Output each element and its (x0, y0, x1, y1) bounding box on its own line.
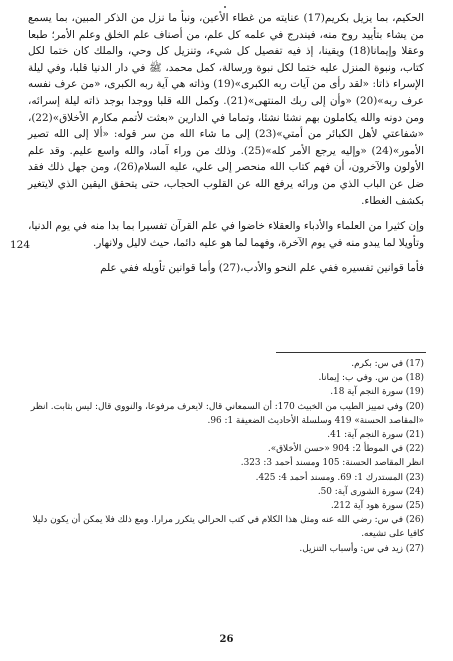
paragraph-2: وإن كثيرا من العلماء والأدباء والعقلاء خاضوا في علم القرآن تفسيرا بما بدا منه في يوم الدنيا، وتأويلا لما يبدو منه في يوم الآخرة، وفهما لما هو عليه دائما، حيث لاليل ولانهار. (28, 220, 424, 249)
paragraph-3: فأما قوانين تفسيره ففي علم النحو والأدب،(27) وأما قوانين تأويله ففي علم (100, 262, 424, 275)
footnote: (21) سورة النجم آية: 41. (327, 430, 424, 441)
footnote: (27) زيد في س: وأسباب التنزيل. (299, 543, 424, 554)
footnote: (19) سورة النجم آية 18. (330, 387, 424, 398)
footnote: (24) سورة الشورى آية: 50. (317, 486, 424, 497)
footnote: (26) في س: رضي الله عنه ومثل هذا الكلام في كتب الحرالي يتكرر مرارا. ومع ذلك فلا يمكن أن يكون دليلا كافيا على تشيعه. (32, 515, 424, 540)
footnotes (28, 357, 424, 556)
paragraph-1: الحكيم، بما يزيل بكريم(17) عنايته من غطاء الأعين، ونبأ ما نزل من الذكر المبين، بما يسمع من يشاء بتأييد روح منه، فيندرج في علمه كل علم، من أصناف علم الخلق وعلم الأمر؛ طبعا وعقلا وإيمانا(18) ويقينا، إذ فيه تفصيل كل شيء، وتنزيل كل وحي، والملك كان ختما لكل كتاب، ونبوة المنزل عليه ختما لكل نبوة ورسالة، كمل محمد، ﷺ في دار الدنيا قلبا، وفي ليلة الإسراء ذاتا: «لقد رأى من آيات ربه الكبرى»(19) وذاته هي آية ربه الكبرى، «من عرف نفسه عرف ربه»(20) «وأن إلى ربك المنتهى»(21). وكمل الله قلبا ووجدا بوجد ذاته ليلة إسرائه، ومن دونه والله يكاملون بهم نشئا نشئا، وتماما في الدارين «بعثت لأتمم مكارم الأخلاق»(22)، «شفاعتي لأهل الكبائر من أمتي»(23) إلى ما شاء الله من سر قوله: «ألا إلى الله تصير الأمور»(24) «وإليه يرجع الأمر كله»(25). وذلك من وراء آماد، والله واسع عليم. وقد علم الأولون والآخرون، أن فهم كتاب الله منحصر إلى علي، عليه السلام(26)، ومن جهل ذلك فقد ضل عن الباب الذي من ورائه يرفع الله عن القلوب الحجاب، حتى يتحقق اليقين الذي لايتغير بكشف الغطاء. (28, 12, 425, 207)
page-number: 26 (219, 634, 234, 645)
footnote: (18) من س. وفي ب: إيمانا. (318, 373, 424, 384)
footnote-separator (276, 352, 426, 353)
footnote: (25) سورة هود آية 212. (330, 501, 424, 512)
main-text (28, 10, 424, 277)
footnote: (23) المستدرك 1: 69. ومسند أحمد 4: 425. (255, 472, 424, 483)
footnote: انظر المقاصد الحسنة: 105 ومسند أحمد 3: 323. (240, 458, 424, 469)
footnote: (17) في س: بكرم. (351, 359, 424, 369)
scan-dot (224, 6, 226, 8)
margin-page-reference: 124 (10, 239, 31, 251)
footnote: (20) وفي تمييز الطيب من الخبيث 170: أن السمعاني قال: لايعرف مرفوعا، والنووي قال: ليس بثابت. انظر «المقاصد الحسنة» 419 وسلسلة الأحاديث الضعيفة 1: 96. (30, 401, 424, 426)
footnote: (22) في الموطأ 2: 904 «حسن الأخلاق». (267, 444, 424, 455)
